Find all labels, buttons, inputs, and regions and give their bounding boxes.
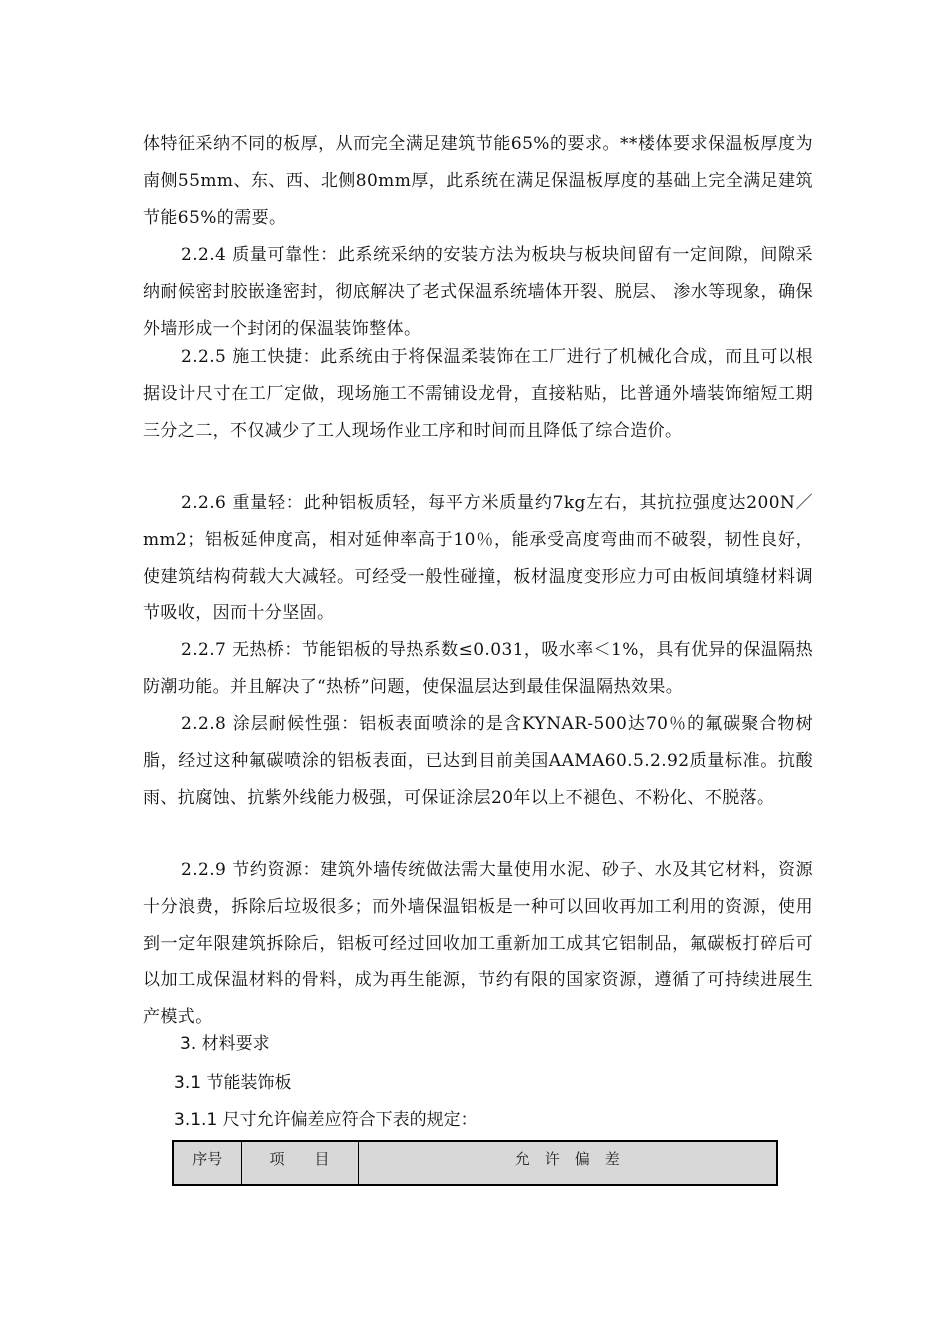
paragraph-2-2-5: 2.2.5 施工快捷：此系统由于将保温柔装饰在工厂进行了机械化合成，而且可以根据设计尺寸在工厂定做，现场施工不需铺设龙骨，直接粘贴，比普通外墙装饰缩短工期三分之二，不仅减少了工人现场作业工序和时间而且降低了综合造价。 [143,347,813,441]
table-header-row [173,1141,777,1185]
section-heading-3: 3. 材料要求 [180,1034,270,1054]
tolerance-table [172,1140,778,1186]
column-header-index: 序号 [173,1141,241,1185]
section-heading-3-1: 3.1 节能装饰板 [174,1073,292,1093]
column-header-tolerance: 允 许 偏 差 [358,1141,777,1185]
section-heading-3-1-1: 3.1.1 尺寸允许偏差应符合下表的规定： [174,1110,478,1130]
paragraph-2-2-7: 2.2.7 无热桥：节能铝板的导热系数≤0.031，吸水率＜1%，具有优异的保温隔热防潮功能。并且解决了“热桥”问题，使保温层达到最佳保温隔热效果。 [143,640,813,697]
paragraph-2-2-9: 2.2.9 节约资源：建筑外墙传统做法需大量使用水泥、砂子、水及其它材料，资源十分浪费，拆除后垃圾很多；而外墙保温铝板是一种可以回收再加工利用的资源，使用到一定年限建筑拆除后，铝板可经过回收加工重新加工成其它铝制品，氟碳板打碎后可以加工成保温材料的骨料，成为再生能源，节约有限的国家资源，遵循了可持续进展生产模式。 [143,860,813,1028]
paragraph-2-2-4: 2.2.4 质量可靠性：此系统采纳的安装方法为板块与板块间留有一定间隙，间隙采纳耐候密封胶嵌逢密封，彻底解决了老式保温系统墙体开裂、脱层、 渗水等现象，确保外墙形成一个封闭的保温装饰整体。 [143,245,813,339]
column-header-item: 项 目 [241,1141,358,1185]
paragraph-2-2-6: 2.2.6 重量轻：此种铝板质轻，每平方米质量约7kg左右，其抗拉强度达200N／mm2；铝板延伸度高，相对延伸率高于10％，能承受高度弯曲而不破裂，韧性良好，使建筑结构荷载大大减轻。可经受一般性碰撞，板材温度变形应力可由板间填缝材料调节吸收，因而十分坚固。 [143,493,813,624]
paragraph-continuation: 体特征采纳不同的板厚，从而完全满足建筑节能65%的要求。**楼体要求保温板厚度为南侧55mm、东、西、北侧80mm厚，此系统在满足保温板厚度的基础上完全满足建筑节能65%的需要。 [143,134,813,228]
paragraph-2-2-8: 2.2.8 涂层耐候性强：铝板表面喷涂的是含KYNAR-500达70％的氟碳聚合物树脂，经过这种氟碳喷涂的铝板表面，已达到目前美国AAMA60.5.2.92质量标准。抗酸雨、抗腐蚀、抗紫外线能力极强，可保证涂层20年以上不褪色、不粉化、不脱落。 [143,714,813,808]
